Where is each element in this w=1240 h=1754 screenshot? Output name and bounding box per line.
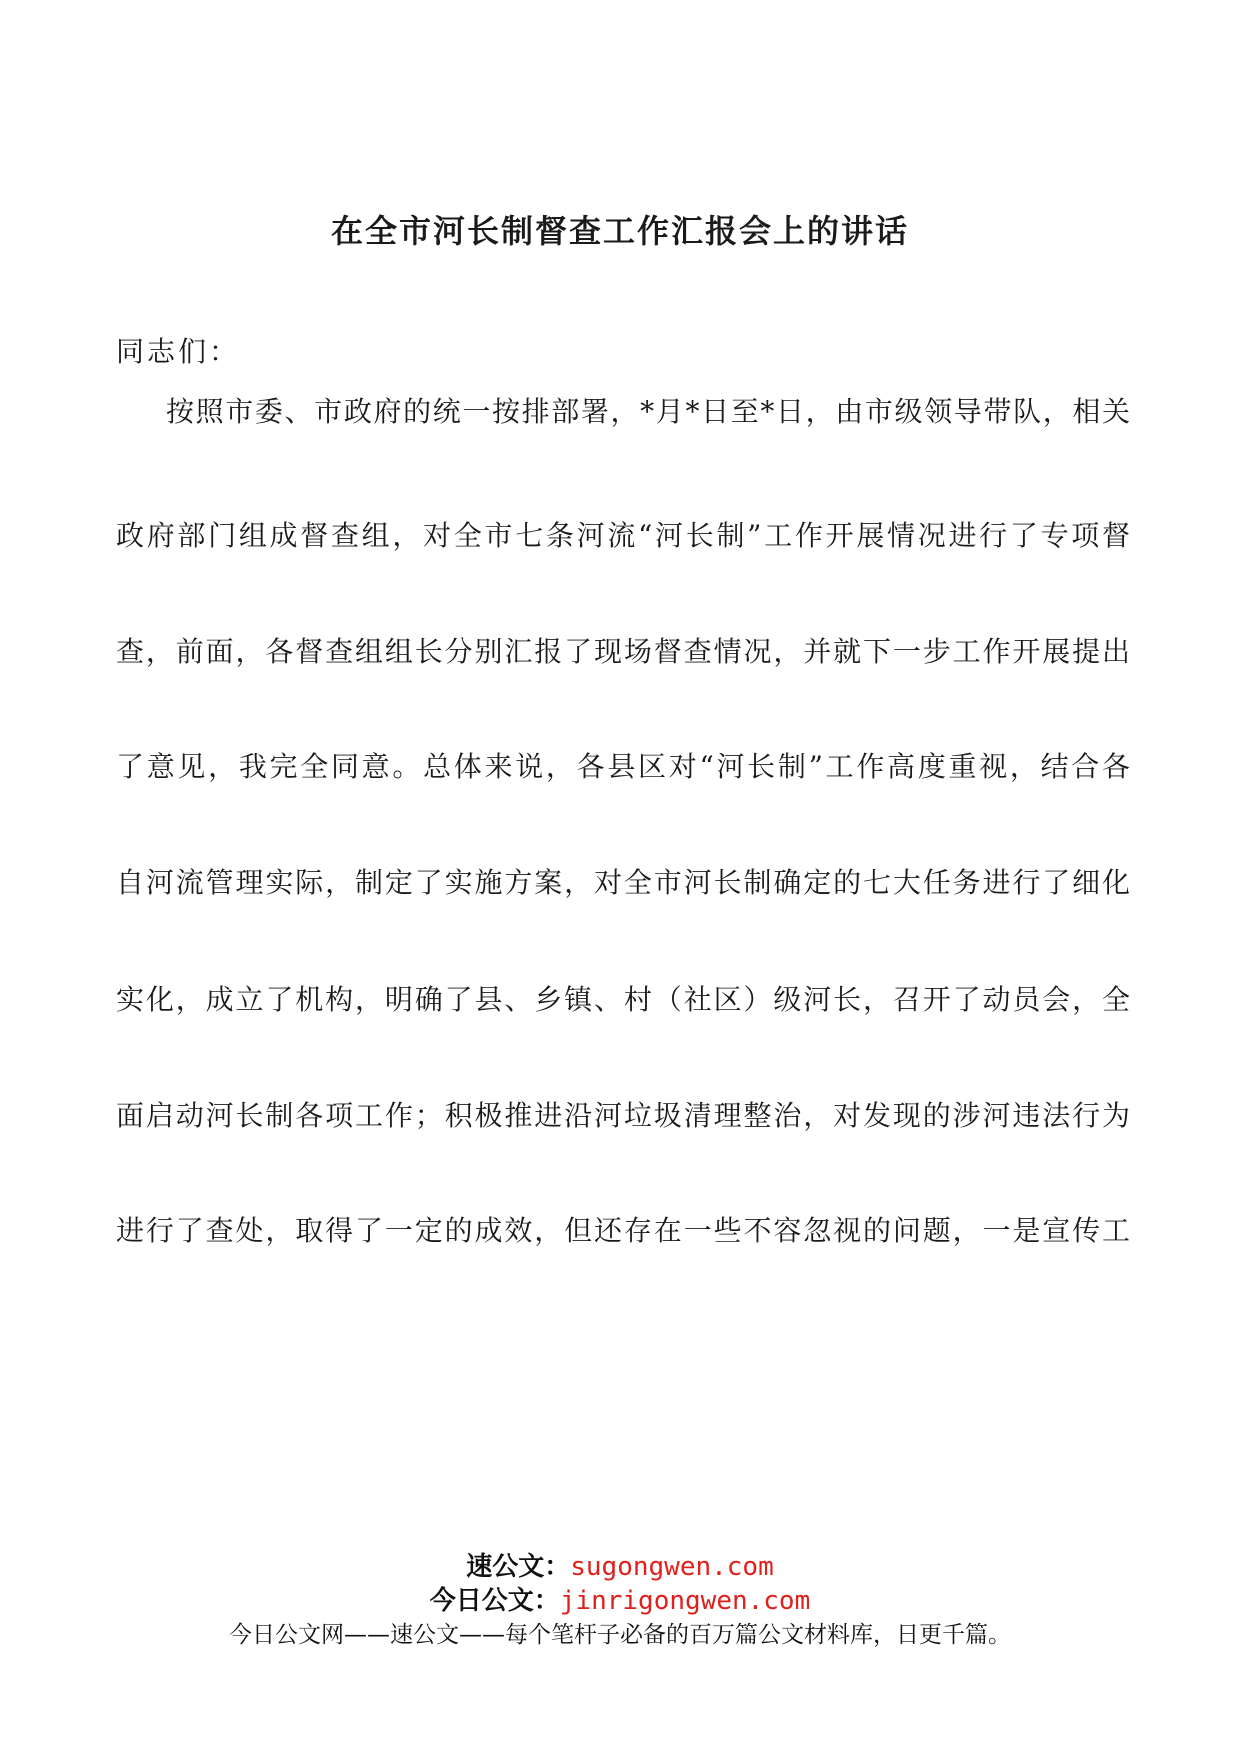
paragraph-line: 进行了查处，取得了一定的成效，但还存在一些不容忽视的问题，一是宣传工 bbox=[116, 1214, 1130, 1247]
footer-site-label: 今日公文： bbox=[429, 1586, 560, 1616]
paragraph-line: 查，前面，各督查组组长分别汇报了现场督查情况，并就下一步工作开展提出 bbox=[116, 635, 1130, 668]
paragraph-line: 了意见，我完全同意。总体来说，各县区对“河长制”工作高度重视，结合各 bbox=[116, 750, 1130, 783]
footer-tagline: 今日公文网——速公文——每个笔杆子必备的百万篇公文材料库，日更千篇。 bbox=[229, 1622, 1011, 1648]
greeting: 同志们： bbox=[116, 335, 241, 368]
paragraph-line: 自河流管理实际，制定了实施方案，对全市河长制确定的七大任务进行了细化 bbox=[116, 866, 1130, 899]
footer-site-jinrigongwen bbox=[0, 1584, 1240, 1618]
paragraph-line: 按照市委、市政府的统一按排部署，*月*日至*日，由市级领导带队，相关 bbox=[166, 395, 1130, 428]
sugongwen-link[interactable]: sugongwen.com bbox=[570, 1552, 774, 1582]
footer-site-label: 速公文： bbox=[466, 1552, 571, 1582]
paragraph-line: 政府部门组成督查组，对全市七条河流“河长制”工作开展情况进行了专项督 bbox=[116, 519, 1130, 552]
footer-site-sugongwen bbox=[0, 1550, 1240, 1584]
jinrigongwen-link[interactable]: jinrigongwen.com bbox=[559, 1586, 811, 1616]
footer bbox=[0, 1550, 1240, 1652]
paragraph-line: 面启动河长制各项工作；积极推进沿河垃圾清理整治，对发现的涉河违法行为 bbox=[116, 1099, 1130, 1132]
paragraph-line: 实化，成立了机构，明确了县、乡镇、村（社区）级河长，召开了动员会，全 bbox=[116, 983, 1130, 1016]
document-title: 在全市河长制督查工作汇报会上的讲话 bbox=[330, 212, 909, 250]
